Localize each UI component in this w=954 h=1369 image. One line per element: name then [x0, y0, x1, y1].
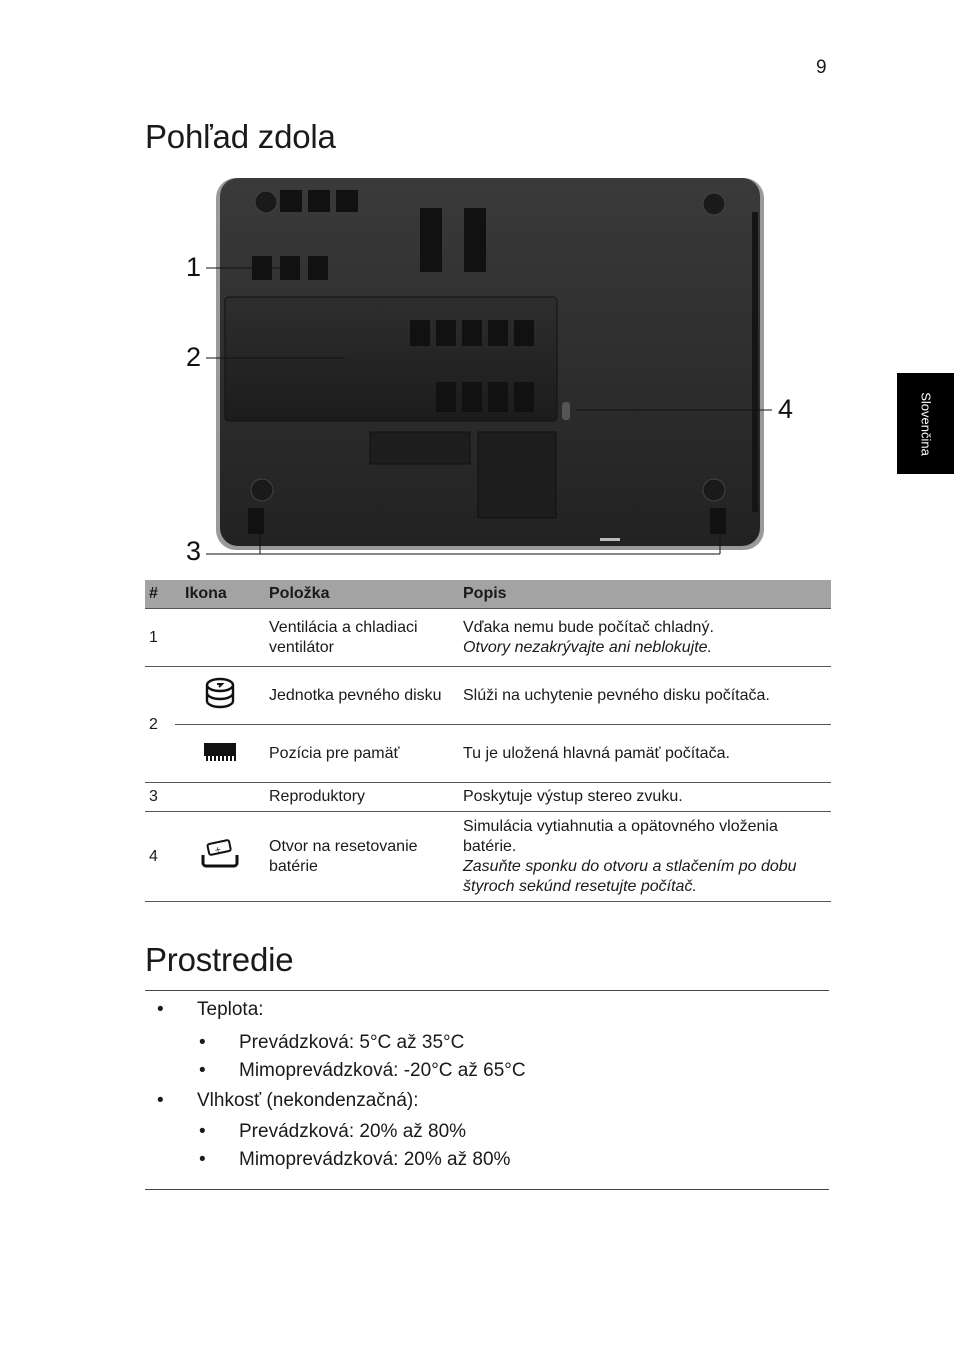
bullet-icon: • [199, 1149, 206, 1170]
components-table [145, 580, 831, 902]
list-item [157, 999, 264, 1021]
bullet-icon: • [199, 1121, 206, 1142]
bullet-icon: • [199, 1032, 206, 1053]
description-note: Otvory nezakrývajte ani neblokujte. [463, 638, 713, 656]
row-icon-cell [175, 812, 265, 902]
table-row [145, 812, 831, 902]
laptop-bottom-figure [180, 172, 800, 572]
header-description: Popis [459, 580, 831, 609]
environment-list [145, 990, 829, 1190]
memory-icon [202, 739, 238, 763]
row-icon-cell [175, 725, 265, 783]
header-icon: Ikona [175, 580, 265, 609]
description-text: Simulácia vytiahnutia a opätovného vloženia batérie. [463, 817, 778, 855]
description-text: Vďaka nemu bude počítač chladný. [463, 618, 714, 636]
row-icon-cell [175, 609, 265, 667]
description-note: Zasuňte sponku do otvoru a stlačením po dobu štyroch sekúnd resetujte počítač. [463, 857, 797, 895]
callout-3: 3 [186, 536, 202, 566]
row-num: 1 [145, 609, 175, 667]
list-subitem-label: Mimoprevádzková: -20°C až 65°C [239, 1060, 526, 1081]
row-item: Ventilácia a chladiaci ventilátor [265, 609, 459, 667]
list-subitem [199, 1149, 510, 1171]
row-num: 2 [145, 667, 175, 783]
bullet-icon: • [157, 1090, 164, 1111]
row-description [459, 609, 831, 667]
row-item: Jednotka pevného disku [265, 667, 459, 725]
table-row [145, 783, 831, 812]
table-row [145, 725, 831, 783]
page-number: 9 [816, 57, 827, 78]
header-num: # [145, 580, 175, 609]
hard-disk-icon [203, 676, 237, 710]
section-title-bottom-view: Pohľad zdola [145, 118, 336, 155]
list-item [157, 1090, 419, 1112]
row-description: Tu je uložená hlavná pamäť počítača. [459, 725, 831, 783]
list-subitem [199, 1032, 464, 1054]
row-item: Pozícia pre pamäť [265, 725, 459, 783]
section-title-environment: Prostredie [145, 941, 294, 978]
list-item-label: Teplota: [197, 999, 264, 1020]
bullet-icon: • [157, 999, 164, 1020]
list-subitem [199, 1121, 466, 1143]
list-subitem-label: Prevádzková: 5°C až 35°C [239, 1032, 465, 1053]
header-item: Položka [265, 580, 459, 609]
list-subitem-label: Prevádzková: 20% až 80% [239, 1121, 467, 1142]
laptop-bottom-illustration [180, 172, 800, 572]
row-icon-cell [175, 667, 265, 725]
table-row [145, 667, 831, 725]
list-item-label: Vlhkosť (nekondenzačná): [197, 1090, 419, 1111]
language-tab [897, 373, 954, 474]
svg-text:+: + [213, 844, 223, 855]
row-item: Otvor na resetovanie batérie [265, 812, 459, 902]
table-header-row [145, 580, 831, 609]
row-description: Poskytuje výstup stereo zvuku. [459, 783, 831, 812]
battery-reset-icon [200, 839, 240, 869]
row-icon-cell [175, 783, 265, 812]
table-row [145, 609, 831, 667]
callout-4: 4 [778, 394, 794, 424]
row-num: 3 [145, 783, 175, 812]
row-num: 4 [145, 812, 175, 902]
language-tab-label: Slovenčina [918, 391, 933, 456]
callout-2: 2 [186, 342, 202, 372]
bullet-icon: • [199, 1060, 206, 1081]
list-subitem-label: Mimoprevádzková: 20% až 80% [239, 1149, 511, 1170]
row-item: Reproduktory [265, 783, 459, 812]
list-subitem [199, 1060, 526, 1082]
callout-1: 1 [186, 252, 202, 282]
row-description: Slúži na uchytenie pevného disku počítača. [459, 667, 831, 725]
row-description [459, 812, 831, 902]
